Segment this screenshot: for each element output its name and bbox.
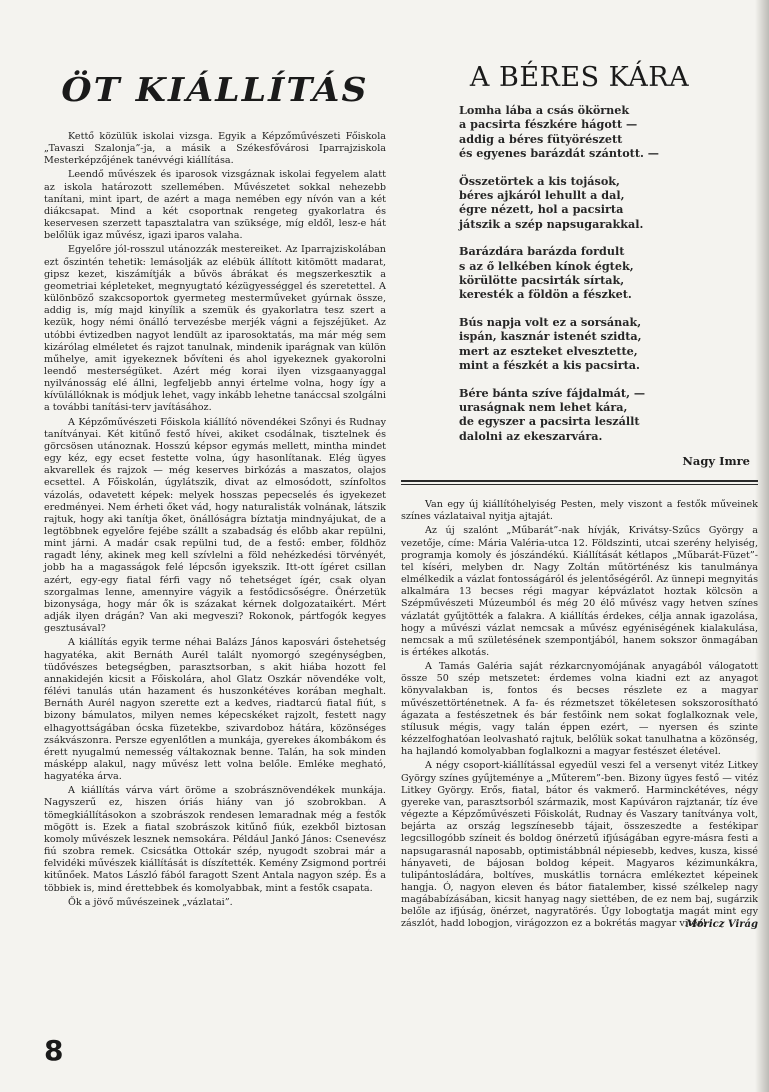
article-paragraph: A négy csoport-kiállítással egyedül veszi fel a versenyt vitéz Litkey György színes gyűjteménye a „Műterem”-ben. Bizony ügyes festő — vitéz Litkey György. Erős, fiatal, bátor és vakmerő. Harminckétéves, négy gyereke van, parasztsorból származik, most Kapúváron rajztanár, tíz éve végezte a Képzőművészeti Főiskolát, Rudnay és Vaszary tanítványa volt, bejárta az ország legszínesebb tájait, összeszedte a festékipar legcsillogóbb színeit és boldog önérzetű ifjúságában egyre-másra festi a napsugarasnál naposabb, optimistábbnál népiesebb, kedves, kusza, kissé hányaveti, de bájosan boldog képeit. Magyaros kézimunkákra, tulipántosládára, boltíves, muskátlis tornácra emlékeztet képeinek hangja. Ó, nagyon eleven és bátor fiatalember, kissé szélkelep nagy magábabízásában, kicsit hanyag nagy siettében, de ez nem baj, sugárzik belőle az ifjúság, önérzet, nagyratörés. Úgy lobogtatja magát mint egy zászlót, hadd lobogjon, virágozzon ez a bokrétás magyar vitéz!	[401, 760, 758, 930]
page-number: 8	[44, 1034, 64, 1067]
verse-line: keresték a földön a fészket.	[459, 287, 632, 302]
verse-line: dalolni az ekeszarvára.	[459, 428, 603, 443]
article-paragraph: A Tamás Galéria saját rézkarcnyomójának anyagából válogatott össze 50 szép metszetet: érdemes volna kiadni ezt az anyagot könyvalakban is, fontos és becses részlete ez a magyar művészettörténetnek. A fa- és rézmetszet tökéletesen sokszorosítható ágazata a festészetnek és bár festőink nem sokat foglalkoznak vele, stílusuk mégis, vagy talán éppen ezért, — nyersen és szinte kézzelfoghatóan leolvasható rajtuk, belőlük sokat tanulhatna a közönség, ha hajlandó komolyabban foglalkozni a magyar festészet életével.	[401, 661, 758, 758]
poem-stanza	[459, 315, 758, 373]
article-paragraph: A kiállítás egyik terme néhai Balázs János kaposvári őstehetség hagyatéka, akit Bernáth Aurél talált nyomorgó szegénységben, tüdővészes betegségben, parasztsorban, s akit hiába hozott fel annakidején kicsit a Főiskolára, ahol Glatz Oszkár növendéke volt, félévi tanulás után hazament és huszonkétéves korában meghalt. Bernáth Aurél nagyon szerette ezt a kedves, riadtarcú fiatal fiút, s bizony bámulatos, milyen nemes képecskéket rajzolt, festett nagy elhagyottságában ócska füzetekbe, szivardoboz hátára, közönséges zsákvászonra. Persze egyenlőtlen a munkája, gyerekes ákombákom és érett nyugalmú nemesség váltakoznak benne. Talán, ha sok minden másképp alakul, nagy művész lett volna belőle. Emléke megható, hagyatéka árva.	[44, 637, 386, 783]
article-paragraph: Kettő közülük iskolai vizsga. Egyik a Képzőművészeti Főiskola „Tavaszi Szalonja”-ja, a másik a Székesfővárosi Iparrajziskola Mesterképzőjének tanévvégi kiállítása.	[44, 131, 386, 167]
verse-line: játszik a szép napsugarakkal.	[459, 216, 644, 231]
article-title: ÖT KIÁLLÍTÁS	[61, 70, 369, 109]
verse-line: Bús napja volt ez a sorsának,	[459, 314, 642, 329]
verse-line: a pacsirta fészkére hágott —	[459, 117, 638, 132]
verse-line: de egyszer a pacsirta leszállt	[459, 414, 640, 429]
verse-line: Lomha lába a csás ökörnek	[459, 103, 630, 117]
article-paragraph: Egyelőre jól-rosszul utánozzák mestereiket. Az Iparrajziskolában ezt őszintén tehetik: lemásolják az elébük állított kitömött madarat, gipsz kezet, kiszámítják a bűvös ábrákat és megszerkesztik a geometriai képleteket, megnyugtató kézügyességgel és szeretettel. A különböző szakcsoportok gyermeteg mesterműveket gyúrnak össze, addig is, míg majd kinyílik a szemük és gyakorlatra tesz szert a kezük, hogy némi önálló tervezésbe merjék vágni a fejszéjüket. Az utóbbi évtizedben nagyot lendült az iparosoktatás, ma már még sem kizárólag elméletet és rajzot tanulnak, mindenik iparágnak van külön műhelye, amit igyekeznek bővíteni és ahol igyekeznek gyakorolni leendő mesterségüket. Azért még korai ilyen vizsgaanyaggal nyilvánosság elé állni, legfeljebb annyi értelme volna, hogy így a kívülállóknak is módjuk lehet, vagy inkább lehetne tanáccsal szolgálni a további tanítási-terv javításához.	[44, 244, 386, 414]
poem-stanza	[459, 386, 758, 444]
article-closing-line: Ők a jövő művészeinek „vázlatai”.	[68, 896, 233, 908]
article-paragraph: Leendő művészek és iparosok vizsgáznak iskolai fegyelem alatt az iskola határozott szellemében. Művészetet sokkal nehezebb tanítani, mint ipart, de azért a maga nemében egy nívón van a két diákcsapat. Mind a két csoportnak rengeteg gyakorlatra és keservesen szerzett tapasztalatra van szüksége, míg eldől, lesz-e hát belőlük igaz művész, igazi iparos valaha.	[44, 169, 386, 242]
poem-stanza	[459, 103, 758, 161]
article-paragraph: Az új szalónt „Műbarát”-nak hívják, Krivátsy-Szűcs György a vezetője, címe: Mária Valéria-utca 12. Földszinti, utcai szerény helyiség, programja komoly és jószándékú. Kiállítását kétlapos „Műbarát-Füzet”-tel kíséri, melyben dr. Nagy Zoltán műtörténész kis tanulmánya elmélkedik a vázlat fontosságáról és jelentőségéről. Az ünnepi megnyitás alkalmára 13 becses régi magyar képvázlatot hoztak kölcsön a Szépművészeti Múzeumból és még 20 élő művész vagy hetven színes vázlatát gyűjtötték a falakra. A kiállítás érdekes, célja annak igazolása, hogy a művészi vázlat nemcsak a művész egyéniségének kialakulása, nemcsak a mű születésének szempontjából, hanem sokszor önmagában is értékes alkotás.	[401, 525, 758, 658]
verse-line: körülötte pacsirták sírtak,	[459, 273, 625, 288]
verse-line: béres ajkáról lehullt a dal,	[459, 188, 625, 203]
verse-line: Bére bánta szíve fájdalmát, —	[459, 385, 646, 400]
article-paragraph: Van egy új kiállítóhelyiség Pesten, mely viszont a festők műveinek színes vázlataival nyitja ajtaját.	[401, 499, 758, 523]
verse-line: égre nézett, hol a pacsirta	[459, 202, 624, 217]
article-left-column	[44, 58, 386, 909]
poem-stanza	[459, 174, 758, 232]
verse-line: és egyenes barázdát szántott. —	[459, 146, 659, 161]
right-column	[401, 62, 758, 930]
poem-stanza	[459, 244, 758, 302]
article-paragraph: A kiállítás várva várt öröme a szobrásznövendékek munkája. Nagyszerű ez, hiszen óriás hiány van jó szobrokban. A tömegkiállításokon a szobrászok rendesen lemaradnak még a festők mögött is. Ezek a fiatal szobrászok kitűnő fiúk, ezekből biztosan komoly művészek lesznek nemsokára. Például Jankó János: Csenevész fiú szobra remek. Csicsátka Ottokár szép, nyugodt szobrai már a felvidéki művészek kiállítását is díszítették. Kemény Zsigmond portréi kitűnőek. Matos László fából faragott Szent Antala nagyon szép. És a többiek is, mind érettebbek és komolyabbak, mint a festők csapata.	[44, 785, 386, 894]
verse-line: addig a béres fütyörészett	[459, 131, 623, 146]
article-signature: Móricz Virág	[685, 918, 758, 930]
poem-title: A BÉRES KÁRA	[469, 62, 690, 93]
verse-line: mert az eszteket elvesztette,	[459, 343, 638, 358]
article-paragraph: A Képzőművészeti Főiskola kiállító növendékei Szőnyi és Rudnay tanítványai. Két kitűnő festő hívei, akiket csodálnak, tisztelnek és görcsösen utánoznak. Hosszú képsor egymás mellett, mintha mindet egy kéz, egy ecset festette volna, úgy hasonlítanak. Elég ügyes akvarellek és rajzok — még keserves birkózás a maszatos, olajos ecsettel. A Főiskolán, úgylátszik, divat az elmosódott, színfoltos vázolás, odavetett képek: melyek hosszas pepecselés és igyekezet eredményei. Nem érheti őket vád, hogy naturalisták volnának, látszik rajtuk, hogy aki tanítja őket, önállóságra bíztatja mindnyájukat, de a legtöbbnek egyelőre fejébe szállt a szabadság és előbb akar repülni, mint járni. A madár csak repülni tud, de a festő: ember, földhöz ragadt lény, akinek meg kell szívlelni a föld nehézkedési törvényét, jobb ha a magasságok felé lépcsőn igyekszik. Itt-ott ígéret csillan azért, egy-egy fiatal férfi vagy nő tehetséget ígér, csak olyan szorgalmas lenne, amennyire vágyik a festődicsőségre. Önérzetük bizonysága, hogy már ők is százakat kérnek dolgozataikért. Mért adják ilyen drágán? Van aki megveszi? Rokonok, pártfogók kegyes gesztusával?	[44, 416, 386, 635]
section-divider	[401, 480, 758, 485]
verse-line: uraságnak nem lehet kára,	[459, 399, 628, 414]
verse-line: s az ő lelkében kínok égtek,	[459, 258, 634, 273]
verse-line: Összetörtek a kis tojások,	[459, 173, 620, 188]
poem	[459, 103, 758, 443]
verse-line: mint a fészkét a kis pacsirta.	[459, 358, 640, 373]
poem-author: Nagy Imre	[682, 454, 750, 469]
verse-line: Barázdára barázda fordult	[459, 244, 625, 259]
verse-line: ispán, kasznár istenét szidta,	[459, 329, 642, 344]
